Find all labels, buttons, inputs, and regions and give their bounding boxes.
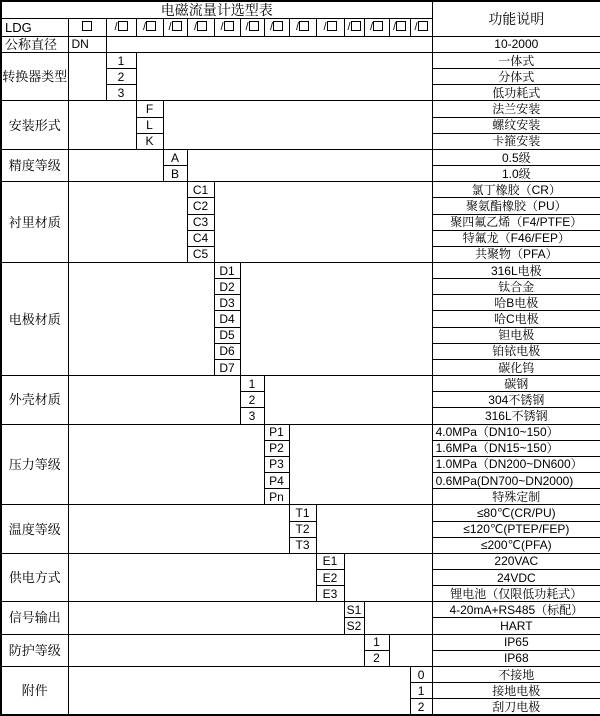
model-box-cell: /: [344, 18, 364, 36]
description-cell: 共聚物（PFA）: [432, 246, 600, 262]
category-cell: 防护等级: [1, 634, 68, 666]
code-cell: 2: [364, 650, 389, 666]
table-title: 电磁流量计选型表: [1, 1, 432, 18]
code-cell: D4: [214, 311, 240, 327]
code-cell: D2: [214, 279, 240, 295]
table-row: [1, 101, 600, 117]
table-row: [1, 424, 600, 440]
description-cell: 1.6MPa（DN15~150）: [432, 440, 600, 456]
description-cell: 不接地: [432, 666, 600, 682]
code-cell: B: [163, 166, 187, 182]
table-row: [1, 263, 600, 279]
empty-span-cell: [68, 505, 289, 553]
table-row: [1, 505, 600, 521]
code-cell: S2: [344, 618, 364, 634]
empty-span-cell: [106, 36, 432, 52]
category-cell: 电极材质: [1, 263, 68, 376]
description-cell: 0.6MPa(DN700~DN2000): [432, 473, 600, 489]
code-cell: 1: [240, 376, 264, 392]
description-cell: 10-2000: [432, 36, 600, 52]
table-row: [1, 376, 600, 392]
category-cell: 压力等级: [1, 424, 68, 505]
code-cell: D3: [214, 295, 240, 311]
code-cell: P4: [264, 473, 289, 489]
code-cell: C5: [187, 246, 214, 262]
code-cell: E3: [316, 586, 344, 602]
function-column-header: 功能说明: [432, 1, 600, 36]
table-row: [1, 602, 600, 618]
slash-code-box-icon: [299, 21, 309, 31]
empty-span-cell: [68, 602, 344, 634]
description-cell: 特氟龙（F46/FEP）: [432, 230, 600, 246]
description-cell: 碳钢: [432, 376, 600, 392]
description-cell: HART: [432, 618, 600, 634]
description-cell: 0.5级: [432, 149, 600, 165]
code-cell: C2: [187, 198, 214, 214]
model-box-cell: /: [364, 18, 389, 36]
description-cell: ≤80℃(CR/PU): [432, 505, 600, 521]
category-cell: 衬里材质: [1, 182, 68, 263]
description-cell: 特殊定制: [432, 489, 600, 505]
description-cell: 卡箍安装: [432, 133, 600, 149]
description-cell: 螺纹安装: [432, 117, 600, 133]
description-cell: 哈C电极: [432, 311, 600, 327]
table-row: [1, 149, 600, 165]
model-box-cell: /: [240, 18, 264, 36]
table-row: [1, 52, 600, 68]
slash-code-box-icon: [327, 21, 337, 31]
code-cell: D1: [214, 263, 240, 279]
code-cell: D7: [214, 359, 240, 375]
description-cell: 1.0MPa（DN200~DN600）: [432, 456, 600, 472]
category-cell: 供电方式: [1, 553, 68, 601]
code-cell: F: [136, 101, 163, 117]
description-cell: 铂铱电极: [432, 343, 600, 359]
description-cell: 聚四氟乙烯（F4/PTFE）: [432, 214, 600, 230]
category-cell: 公称直径: [1, 36, 68, 52]
code-cell: 1: [410, 683, 432, 699]
code-cell: P2: [264, 440, 289, 456]
table-row: [1, 666, 600, 682]
category-cell: 精度等级: [1, 149, 68, 181]
code-cell: C1: [187, 182, 214, 198]
empty-span-cell: [240, 263, 432, 376]
slash-code-box-icon: [172, 21, 182, 31]
category-cell: 转换器类型: [1, 52, 68, 100]
slash-code-box-icon: [373, 21, 383, 31]
model-box-cell: /: [264, 18, 289, 36]
description-cell: ≤200℃(PFA): [432, 537, 600, 553]
empty-span-cell: [68, 553, 316, 601]
slash-code-box-icon: [146, 21, 156, 31]
description-cell: 分体式: [432, 69, 600, 85]
description-cell: 316L不锈钢: [432, 408, 600, 424]
code-cell: 2: [240, 392, 264, 408]
model-box-cell: /: [214, 18, 240, 36]
code-cell: 0: [410, 666, 432, 682]
slash-code-box-icon: [396, 21, 406, 31]
empty-span-cell: [163, 101, 432, 149]
model-box-cell: /: [289, 18, 316, 36]
code-cell: Pn: [264, 489, 289, 505]
empty-span-cell: [289, 424, 432, 505]
description-cell: 接地电极: [432, 683, 600, 699]
model-box-cell: /: [316, 18, 344, 36]
empty-span-cell: [264, 376, 432, 424]
empty-span-cell: [364, 602, 432, 634]
code-cell: T1: [289, 505, 316, 521]
description-cell: ≤120℃(PTEP/FEP): [432, 521, 600, 537]
description-cell: 一体式: [432, 52, 600, 68]
code-cell: D6: [214, 343, 240, 359]
table-row: [1, 553, 600, 569]
category-cell: 安装形式: [1, 101, 68, 149]
code-cell: E1: [316, 553, 344, 569]
description-cell: 316L电极: [432, 263, 600, 279]
model-box-cell: /: [106, 18, 136, 36]
empty-span-cell: [68, 52, 106, 100]
description-cell: 4-20mA+RS485（标配）: [432, 602, 600, 618]
code-cell: 3: [240, 408, 264, 424]
description-cell: 24VDC: [432, 569, 600, 585]
empty-span-cell: [214, 182, 432, 263]
slash-code-box-icon: [351, 21, 361, 31]
model-box-cell: /: [163, 18, 187, 36]
description-cell: 锂电池（仅限低功耗式）: [432, 586, 600, 602]
description-cell: 哈B电极: [432, 295, 600, 311]
empty-span-cell: [389, 634, 432, 666]
description-cell: 304不锈钢: [432, 392, 600, 408]
description-cell: 聚氨酯橡胶（PU）: [432, 198, 600, 214]
description-cell: 低功耗式: [432, 85, 600, 101]
empty-span-cell: [68, 376, 240, 424]
table-row: [1, 36, 600, 52]
slash-code-box-icon: [273, 21, 283, 31]
code-cell: S1: [344, 602, 364, 618]
category-cell: 温度等级: [1, 505, 68, 553]
empty-span-cell: [187, 149, 432, 181]
slash-code-box-icon: [224, 21, 234, 31]
code-cell: C4: [187, 230, 214, 246]
code-cell: DN: [68, 36, 106, 52]
slash-code-box-icon: [249, 21, 259, 31]
description-cell: 1.0级: [432, 166, 600, 182]
empty-span-cell: [68, 149, 163, 181]
title-row: [1, 1, 600, 18]
model-prefix: LDG: [1, 18, 68, 36]
code-cell: 2: [410, 699, 432, 715]
code-cell: K: [136, 133, 163, 149]
model-box-cell: /: [410, 18, 432, 36]
model-box-cell: /: [136, 18, 163, 36]
empty-span-cell: [136, 52, 432, 100]
empty-span-cell: [344, 553, 432, 601]
code-cell: T3: [289, 537, 316, 553]
description-cell: 碳化钨: [432, 359, 600, 375]
empty-span-cell: [68, 666, 410, 715]
code-cell: P3: [264, 456, 289, 472]
model-box-cell: /: [389, 18, 410, 36]
code-cell: 1: [106, 52, 136, 68]
category-cell: 信号输出: [1, 602, 68, 634]
category-cell: 外壳材质: [1, 376, 68, 424]
code-cell: D5: [214, 327, 240, 343]
code-box-icon: [82, 21, 92, 31]
empty-span-cell: [68, 424, 264, 505]
category-cell: 附件: [1, 666, 68, 715]
code-cell: T2: [289, 521, 316, 537]
table-row: [1, 182, 600, 198]
slash-code-box-icon: [197, 21, 207, 31]
empty-span-cell: [68, 263, 214, 376]
description-cell: 钛合金: [432, 279, 600, 295]
empty-span-cell: [68, 101, 136, 149]
description-cell: IP68: [432, 650, 600, 666]
slash-code-box-icon: [118, 21, 128, 31]
code-cell: E2: [316, 569, 344, 585]
model-box-cell: /: [187, 18, 214, 36]
empty-span-cell: [68, 182, 187, 263]
description-cell: 4.0MPa（DN10~150）: [432, 424, 600, 440]
code-cell: 3: [106, 85, 136, 101]
code-cell: 1: [364, 634, 389, 650]
code-cell: P1: [264, 424, 289, 440]
description-cell: 钽电极: [432, 327, 600, 343]
slash-code-box-icon: [418, 21, 428, 31]
description-cell: 220VAC: [432, 553, 600, 569]
description-cell: 氯丁橡胶（CR）: [432, 182, 600, 198]
description-cell: 法兰安装: [432, 101, 600, 117]
code-cell: L: [136, 117, 163, 133]
model-box-cell: [68, 18, 106, 36]
code-cell: 2: [106, 69, 136, 85]
description-cell: 刮刀电极: [432, 699, 600, 715]
code-cell: A: [163, 149, 187, 165]
empty-span-cell: [316, 505, 432, 553]
table-row: [1, 634, 600, 650]
empty-span-cell: [68, 634, 364, 666]
code-cell: C3: [187, 214, 214, 230]
selection-table-body: [1, 1, 600, 715]
description-cell: IP65: [432, 634, 600, 650]
